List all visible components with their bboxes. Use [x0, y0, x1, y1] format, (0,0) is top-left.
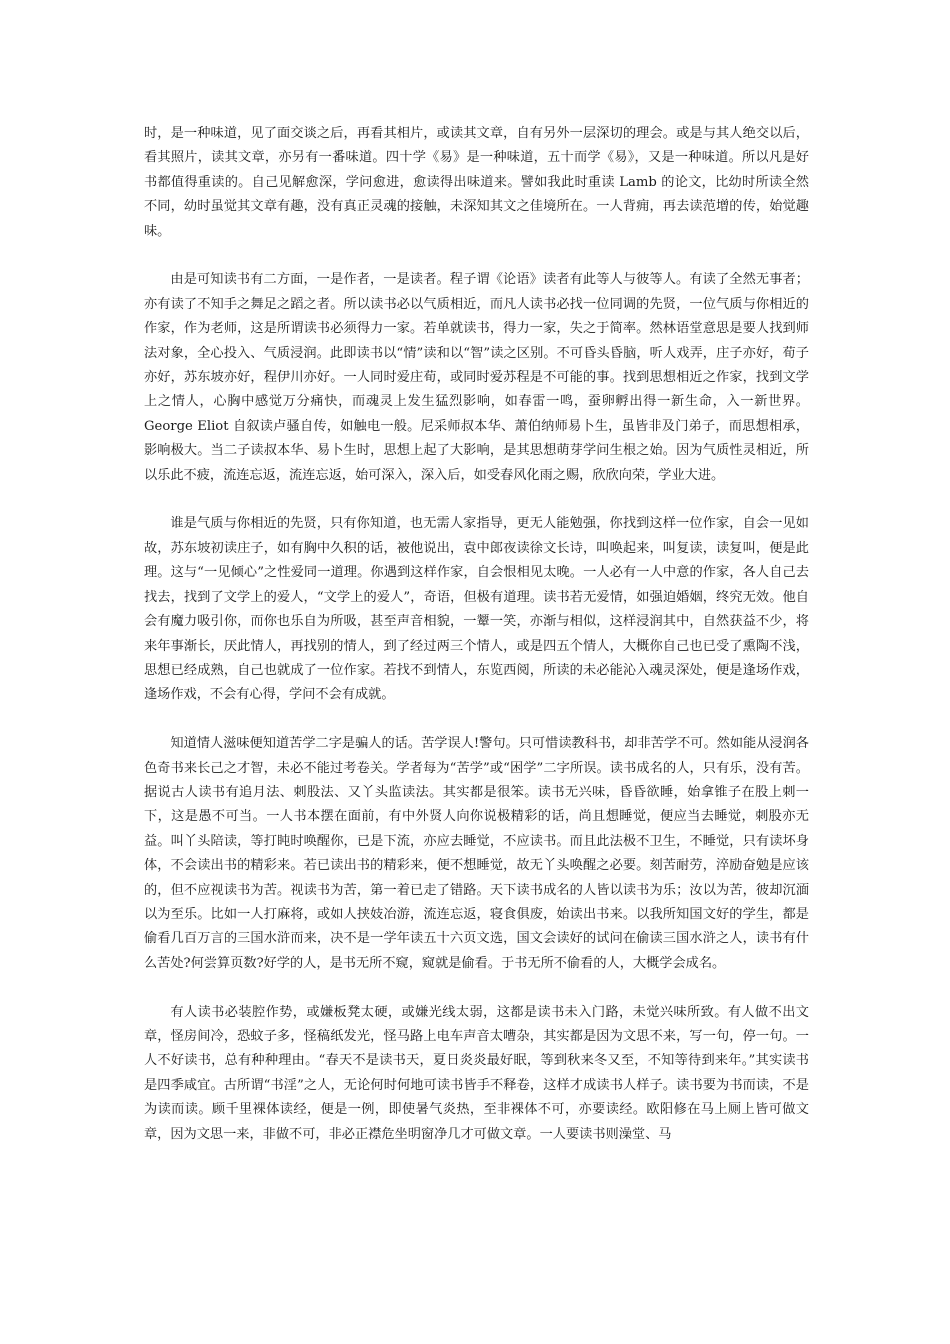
- paragraph-4: 知道情人滋味便知道苦学二字是骗人的话。苦学误人!警句。只可惜读教科书，却非苦学不可。然如能从浸润各色奇书来长己之才智，未必不能过考卷关。学者每为“苦学”或“困学”二字所误。读书成名的人，只有乐，没有苦。据说古人读书有追月法、刺股法、又丫头监读法。其实都是很笨。读书无兴味，昏昏欲睡，始拿锥子在股上刺一下，这是愚不可当。一人书本摆在面前，有中外贤人向你说极精彩的话，尚且想睡觉，便应当去睡觉，刺股亦无益。叫丫头陪读，等打盹时唤醒你，已是下流，亦应去睡觉，不应读书。而且此法极不卫生，不睡觉，只有读坏身体，不会读出书的精彩来。若已读出书的精彩来，便不想睡觉，故无丫头唤醒之必要。刻苦耐劳，淬励奋勉是应该的，但不应视读书为苦。视读书为苦，第一着已走了错路。天下读书成名的人皆以读书为乐；汝以为苦，彼却沉湎以为至乐。比如一人打麻将，或如人挟妓冶游，流连忘返，寝食俱废，始读出书来。以我所知国文好的学生，都是偷看几百万言的三国水浒而来，决不是一学年读五十六页文选，国文会读好的试问在偷读三国水浒之人，读书有什么苦处?何尝算页数?好学的人，是书无所不窥，窥就是偷看。于书无所不偷看的人，大概学会成名。: [144, 736, 809, 971]
- paragraph-5: 有人读书必装腔作势，或嫌板凳太硬，或嫌光线太弱，这都是读书未入门路，未觉兴味所致。有人做不出文章，怪房间冷，恐蚊子多，怪稿纸发光，怪马路上电车声音太嘈杂，其实都是因为文思不来，写一句，停一句。一人不好读书，总有种种理由。“春天不是读书天，夏日炎炎最好眠，等到秋来冬又至，不知等待到来年。”其实读书是四季咸宜。古所谓“书淫”之人，无论何时何地可读书皆手不释卷，这样才成读书人样子。读书要为书而读，不是为读而读。顾千里裸体读经，便是一例，即使暑气炎热，至非裸体不可，亦要读经。欧阳修在马上厕上皆可做文章，因为文思一来，非做不可，非必正襟危坐明窗净几才可做文章。一人要读书则澡堂、马: [144, 1004, 809, 1142]
- document-body: [144, 122, 809, 1171]
- paragraph-2: 由是可知读书有二方面，一是作者，一是读者。程子谓《论语》读者有此等人与彼等人。有读了全然无事者；亦有读了不知手之舞足之蹈之者。所以读书必以气质相近，而凡人读书必找一位同调的先贤，一位气质与你相近的作家，作为老师，这是所谓读书必须得力一家。若单就读书，得力一家，失之于简率。然林语堂意思是要人找到师法对象，全心投入、气质浸润。此即读书以“情”读和以“智”读之区别。不可昏头昏脑，听人戏弄，庄子亦好，荀子亦好，苏东坡亦好，程伊川亦好。一人同时爱庄荀，或同时爱苏程是不可能的事。找到思想相近之作家，找到文学上之情人，心胸中感觉万分痛快，而魂灵上发生猛烈影响，如春雷一鸣，蚕卵孵出得一新生命，入一新世界。George Eliot 自叙读卢骚自传，如触电一般。尼采师叔本华、萧伯纳师易卜生，虽皆非及门弟子，而思想相承，影响极大。当二子读叔本华、易卜生时，思想上起了大影响，是其思想萌芽学问生根之始。因为气质性灵相近，所以乐此不疲，流连忘返，流连忘返，始可深入，深入后，如受春风化雨之赐，欣欣向荣，学业大进。: [144, 272, 809, 483]
- paragraph-3: 谁是气质与你相近的先贤，只有你知道，也无需人家指导，更无人能勉强，你找到这样一位作家，自会一见如故，苏东坡初读庄子，如有胸中久积的话，被他说出，袁中郎夜读徐文长诗，叫唤起来，叫复读，读复叫，便是此理。这与“一见倾心”之性爱同一道理。你遇到这样作家，自会恨相见太晚。一人必有一人中意的作家，各人自己去找去，找到了文学上的爱人，“文学上的爱人”，奇语，但极有道理。读书若无爱情，如强迫婚姻，终究无效。他自会有魔力吸引你，而你也乐自为所吸，甚至声音相貌，一颦一笑，亦渐与相似，这样浸润其中，自然获益不少，将来年事渐长，厌此情人，再找别的情人，到了经过两三个情人，或是四五个情人，大概你自己也已受了熏陶不浅，思想已经成熟，自己也就成了一位作家。若找不到情人，东览西阅，所读的未必能沁入魂灵深处，便是逢场作戏，逢场作戏，不会有心得，学问不会有成就。: [144, 516, 809, 703]
- paragraph-1: 时，是一种味道，见了面交谈之后，再看其相片，或读其文章，自有另外一层深切的理会。或是与其人绝交以后，看其照片，读其文章，亦另有一番味道。四十学《易》是一种味道，五十而学《易》，又是一种味道。所以凡是好书都值得重读的。自己见解愈深，学问愈进，愈读得出味道来。譬如我此时重读 Lamb 的论文，比幼时所读全然不同，幼时虽觉其文章有趣，没有真正灵魂的接触，未深知其文之佳境所在。一人背痈，再去读范增的传，始觉趣味。: [144, 126, 809, 239]
